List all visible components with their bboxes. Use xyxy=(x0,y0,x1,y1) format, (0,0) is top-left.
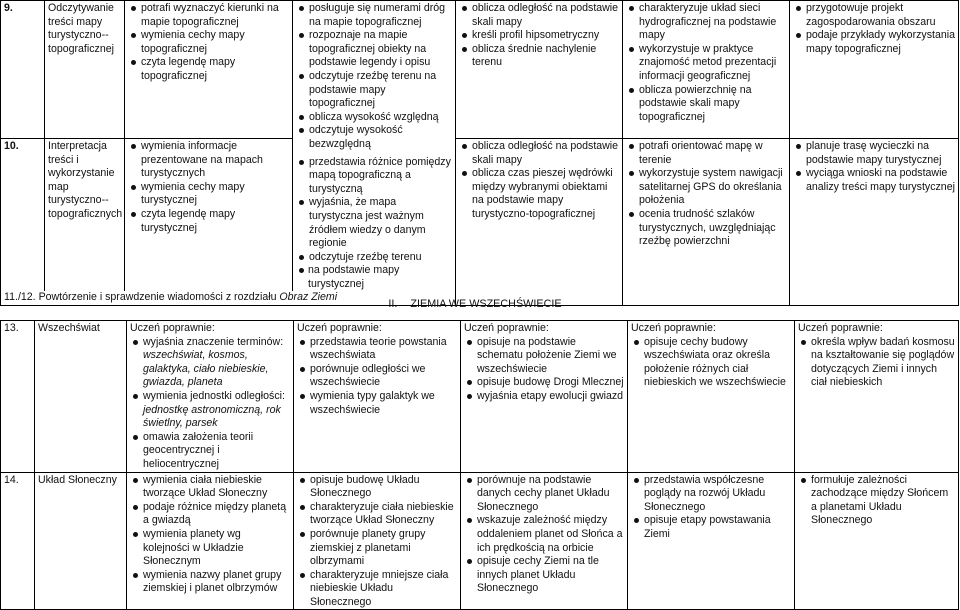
list-item: oblicza odległość na podstawie skali mapy xyxy=(472,140,619,166)
list-item: charakteryzuje ciała niebieskie tworzące Układ Słoneczny xyxy=(310,501,457,528)
req-cell xyxy=(628,321,795,473)
list-item xyxy=(143,336,290,390)
review-text: Powtórzenie i sprawdzenie wiadomości z rozdziału xyxy=(38,291,277,304)
req-cell xyxy=(294,321,461,473)
req-cell xyxy=(623,1,790,139)
list-item: podaje różnice między planetą a gwiazdą xyxy=(143,501,290,528)
review-title: Obraz Ziemi xyxy=(279,291,338,304)
list-item-text: wymienia jednostki odległości: xyxy=(143,389,285,402)
req-cell xyxy=(125,139,293,292)
list-item: potrafi orientować mapę w terenie xyxy=(639,140,786,167)
list-item: oblicza wysokość względną xyxy=(309,111,452,125)
table-row xyxy=(1,139,959,292)
list-item: oblicza czas pieszej wędrówki między wybranymi obiektami na podstawie mapy turystyczno-topograficznej xyxy=(472,167,619,221)
list-item: oblicza odległość na podstawie skali mapy xyxy=(472,2,619,28)
list-item: wykorzystuje w praktyce znajomość metod prezentacji informacji geograficznej xyxy=(639,43,786,84)
list-item: opisuje budowę Drogi Mlecznej xyxy=(477,376,624,389)
list-item: porównuje odległości we wszechświecie xyxy=(310,363,457,390)
lesson-topic: Wszechświat xyxy=(35,321,127,473)
list-item: odczytuje rzeźbę terenu na podstawie mapy topograficznej xyxy=(309,70,452,111)
list-item: wyjaśnia etapy ewolucji gwiazd xyxy=(477,389,624,402)
lesson-topic: Interpretacja treści i wykorzystanie map turystyczno--topograficznych xyxy=(45,139,125,292)
req-cell xyxy=(790,139,959,306)
list-item: określa wpływ badań kosmosu na kształtowanie się poglądów dotyczących Ziemi i innych ciał niebieskich xyxy=(811,335,955,389)
cell-header: Uczeń poprawnie: xyxy=(464,322,549,334)
list-item: porównuje planety grupy ziemskiej z planetami olbrzymami xyxy=(310,528,457,569)
req-cell xyxy=(795,321,959,473)
lesson-number: 13. xyxy=(1,321,35,473)
lesson-topic: Układ Słoneczny xyxy=(35,472,127,610)
lesson-number: 10. xyxy=(1,139,45,292)
lesson-topic: Odczytywanie treści mapy turystyczno--topograficznej xyxy=(45,1,125,139)
list-item: wymienia planety wg kolejności w Układzie Słonecznym xyxy=(143,528,290,569)
list-item: omawia założenia teorii geocentrycznej i heliocentrycznej xyxy=(143,431,290,472)
section-title: ZIEMIA WE WSZECHŚWIECIE xyxy=(410,298,562,310)
list-item-text: wyjaśnia znaczenie terminów: xyxy=(143,335,284,348)
list-item: przygotowuje projekt zagospodarowania obszaru xyxy=(806,2,955,29)
list-item-continuation: na podstawie mapy turystycznej xyxy=(308,264,400,290)
list-item: wymienia ciała niebieskie tworzące Układ Słoneczny xyxy=(143,474,290,501)
list-item: planuje trasę wycieczki na podstawie mapy turystycznej xyxy=(806,140,955,167)
req-cell xyxy=(294,472,461,610)
list-item: potrafi wyznaczyć kierunki na mapie topograficznej xyxy=(141,2,289,29)
curriculum-table-bottom xyxy=(0,320,959,610)
list-item: wyjaśnia, że mapa turystyczna jest ważnym źródłem wiedzy o danym regionie xyxy=(309,196,452,250)
table-row xyxy=(1,472,959,610)
req-cell xyxy=(125,1,293,139)
cell-header: Uczeń poprawnie: xyxy=(297,322,382,334)
list-item: wymienia cechy mapy topograficznej xyxy=(141,29,289,56)
req-cell xyxy=(795,472,959,610)
req-cell xyxy=(293,1,456,292)
list-item xyxy=(143,390,290,431)
list-item: wykorzystuje system nawigacji satelitarnej GPS do określania położenia xyxy=(639,167,786,208)
req-cell xyxy=(628,472,795,610)
list-item: czyta legendę mapy turystycznej xyxy=(141,208,289,235)
list-item: wyciąga wnioski na podstawie analizy treści mapy turystycznej xyxy=(806,167,955,193)
list-item: wskazuje zależność między oddaleniem planet od Słońca a ich prędkością na orbicie xyxy=(477,514,623,554)
cell-header: Uczeń poprawnie: xyxy=(631,322,716,334)
list-item: wymienia informacje prezentowane na mapach turystycznych xyxy=(141,140,289,181)
section-number: II. xyxy=(388,298,398,310)
table-row xyxy=(1,1,959,139)
list-item: porównuje na podstawie danych cechy planet Układu Słonecznego xyxy=(477,474,624,515)
list-item: opisuje cechy Ziemi na tle innych planet Układu Słonecznego xyxy=(477,555,624,596)
req-cell xyxy=(127,472,294,610)
list-item: przedstawia teorie powstania wszechświata xyxy=(310,336,457,363)
req-cell xyxy=(461,472,628,610)
req-cell xyxy=(127,321,294,473)
req-cell xyxy=(461,321,628,473)
list-item: ocenia trudność szlaków turystycznych, uwzględniając rzeźbę powierzchni xyxy=(639,208,786,249)
cell-header: Uczeń poprawnie: xyxy=(130,322,215,334)
list-item: odczytuje wysokość bezwzględną xyxy=(309,124,452,151)
list-item: posługuje się numerami dróg na mapie topograficznej xyxy=(309,2,452,29)
review-number: 11./12. xyxy=(4,291,36,304)
list-item: czyta legendę mapy topograficznej xyxy=(141,56,289,83)
section-heading xyxy=(0,298,960,312)
list-item: charakteryzuje układ sieci hydrograficznej na podstawie mapy xyxy=(639,2,786,43)
list-item: wymienia cechy mapy turystycznej xyxy=(141,181,289,208)
list-item: oblicza powierzchnię na podstawie skali mapy topograficznej xyxy=(639,84,786,125)
cell-header: Uczeń poprawnie: xyxy=(798,322,883,334)
list-item: opisuje cechy budowy wszechświata oraz określa położenie różnych ciał niebieskich we wszechświecie xyxy=(644,336,791,390)
list-item: przedstawia współczesne poglądy na rozwój Układu Słonecznego xyxy=(644,474,791,515)
req-cell xyxy=(623,139,790,306)
unit-list: jednostkę astronomiczną, rok świetlny, parsek xyxy=(143,403,281,430)
table-row xyxy=(1,321,959,473)
req-cell xyxy=(456,1,623,139)
list-item: wymienia nazwy planet grupy ziemskiej i planet olbrzymów xyxy=(143,569,290,596)
list-item: kreśli profil hipsometryczny xyxy=(472,29,619,43)
list-item: rozpoznaje na mapie topograficznej obiekty na podstawie legendy i opisu xyxy=(309,29,452,70)
lesson-number: 9. xyxy=(1,1,45,139)
list-item: opisuje etapy powstawania Ziemi xyxy=(644,514,791,541)
list-item: formułuje zależności zachodzące między Słońcem a planetami Układu Słonecznego xyxy=(811,474,955,528)
list-item: oblicza średnie nachylenie terenu xyxy=(472,43,619,70)
list-item: opisuje na podstawie schematu położenie Ziemi we wszechświecie xyxy=(477,336,624,377)
term-list: wszechświat, kosmos, galaktyka, ciało niebieskie, gwiazda, planeta xyxy=(143,349,269,389)
req-cell xyxy=(790,1,959,139)
list-item: odczytuje rzeźbę terenu xyxy=(309,251,452,265)
list-item: wymienia typy galaktyk we wszechświecie xyxy=(310,390,457,417)
req-cell xyxy=(456,139,623,306)
list-item: charakteryzuje mniejsze ciała niebieskie Układu Słonecznego xyxy=(310,569,457,610)
lesson-number: 14. xyxy=(1,472,35,610)
list-item: opisuje budowę Układu Słonecznego xyxy=(310,474,457,501)
list-item: podaje przykłady wykorzystania mapy topograficznej xyxy=(806,29,955,55)
list-item: przedstawia różnice pomiędzy mapą topograficzną a turystyczną xyxy=(309,155,451,195)
